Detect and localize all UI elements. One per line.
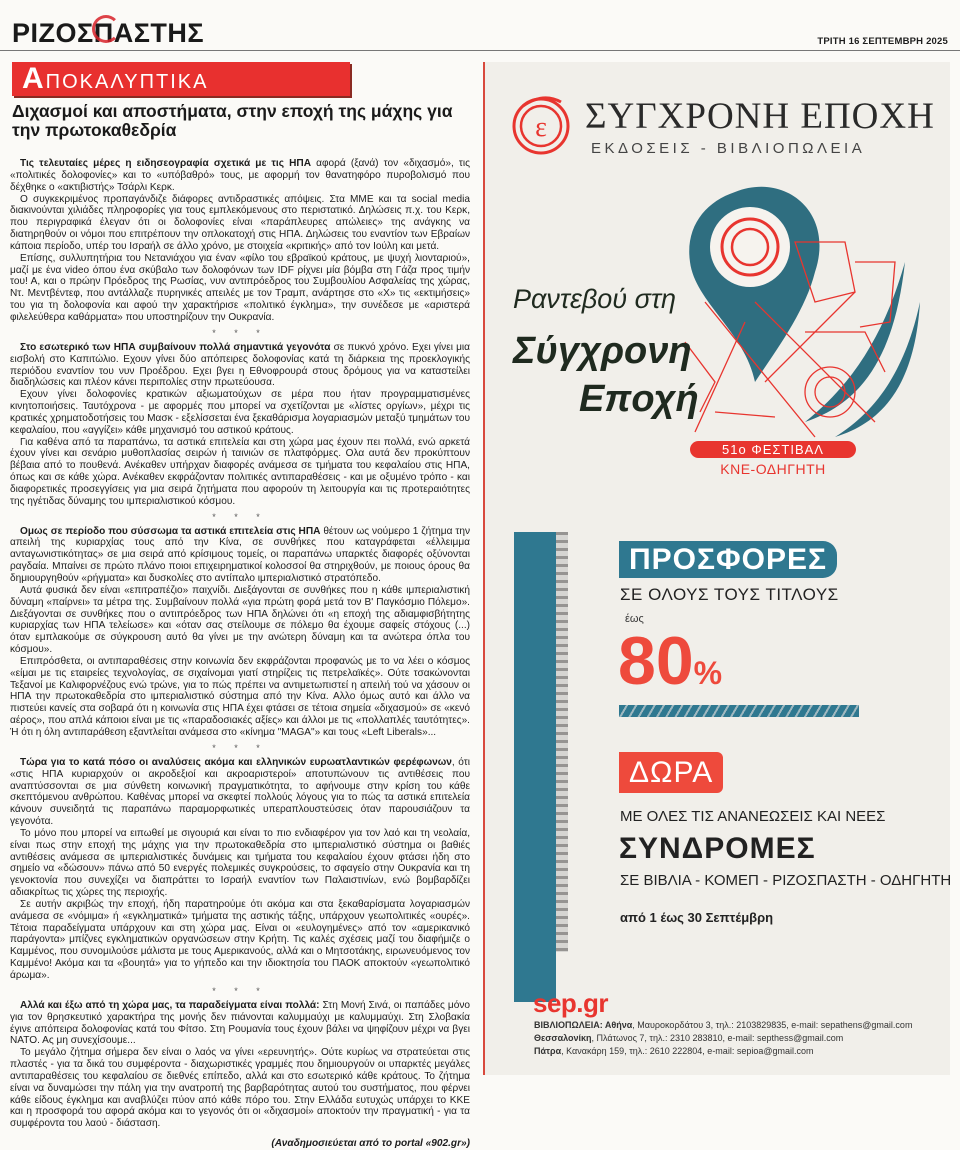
renewals-text: ΜΕ ΟΛΕΣ ΤΙΣ ΑΝΑΝΕΩΣΕΙΣ ΚΑΙ ΝΕΕΣ [620,808,886,825]
article-paragraph [10,828,470,899]
subscriptions-text: ΣΥΝΔΡΟΜΕΣ [619,832,816,865]
paragraph-text: Το μόνο που μπορεί να ειπωθεί με σιγουριά και είναι το πιο ενδιαφέρον για τον λαό και τη νεολαία, είναι πως στην εποχή της μάχης για την πρωτοκαθεδρία στο ιμπεριαλιστικό σύστημα οι βαθιές αντιθέσεις ανάμεσα σε ιμπεριαλιστικές δυνάμεις και τμήματα του κεφαλαίου έχουν φτάσει ήδη στο σημείο να «δώσουν» πάνω από 50 ενεργές πολεμικές συγκρούσεις, το σφαγείο στην Ουκρανία και τη γενοκτονία που συνεχίζει να διαπράττει το Ισραήλ εναντίον των Παλαιστινίων, ενώ βομβαρδίζει αδιακρίτως τις χώρες της περιοχής. [10,827,470,899]
paragraph-text: Εχουν γίνει δολοφονίες κρατικών αξιωματούχων σε μέρα που ήταν προγραμματισμένες κινητοποιήσεις. Ταυτόχρονα - με αφορμές που μπορεί να σχετίζονται με «λίστες οργίων», μέχρι τις κρατικές χρηματοδοτήσεις του Μασκ - εξελίσσεται ένα ξεκαθάρισμα λογαριασμών μεταξύ τμημάτων του κεφαλαίου, που «αγγίζει» κάθε μηχανισμό του αστικού κράτους. [10,389,470,436]
header-divider [0,50,960,51]
section-title: ΠΟΚΑΛΥΠΤΙΚΑ [45,71,209,93]
article-source: (Αναδημοσιεύεται από το portal «902.gr») [271,1138,470,1150]
offers-label: ΠΡΟΣΦΟΡΕΣ [619,541,837,578]
section-banner [12,62,350,96]
discount-number: 80 [618,623,694,699]
discount-unit: % [693,655,723,691]
gifts-label: ΔΩΡΑ [619,752,723,793]
contact-thessaloniki [534,1033,843,1043]
festival-subtitle: ΚΝΕ-ΟΔΗΓΗΤΗ [720,461,826,477]
article-paragraph [10,194,470,253]
paragraph-lead: Αλλά και έξω από τη χώρα μας, τα παραδείγματα είναι πολλά: [20,999,320,1011]
article-paragraph [10,899,470,982]
article-paragraph [10,656,470,739]
contact-details: , Κανακάρη 159, τηλ.: 2610 222804, e-mail: sepioa@gmail.com [561,1046,814,1056]
paragraph-text: Το μεγάλο ζήτημα σήμερα δεν είναι ο λαός να γίνει «ερευνητής». Ούτε κυρίως να στρατεύεται στις πλαστές - για τα δικά του συμφέροντα - διαχωριστικές γραμμές που δημιουργούν οι υπαρκτές μεγάλες αντιπαραθέσεις του κεφαλαίου σε διεθνές επίπεδο, αλλά και στο εσωτερικό κάθε κράτους. Το ζήτημα είναι να δυναμώσει την πάλη για την ανατροπή της βαρβαρότητας αυτού του συστήματος, που φέρνει κάθε είδους έγκλημα και αναβλύζει πύον από κάθε πόρο του. Στην Ελλάδα ευτυχώς υπάρχει το ΚΚΕ και η προσφορά του αφορά ακόμα και το γεγονός ότι οι «διχασμοί» αποκτούν την πραγματική - για τα συμφέροντα του λαού - διάσταση. [10,1047,470,1130]
paragraph-lead: Τώρα για το κατά πόσο οι αναλύσεις ακόμα και ελληνικών ευρωατλαντικών φερέφωνων [20,756,452,768]
paragraph-lead: Τις τελευταίες μέρες η ειδησεογραφία σχετικά με τις ΗΠΑ [20,158,311,169]
paragraph-text: Επίσης, συλλυπητήρια του Νετανιάχου για έναν «φίλο του εβραϊκού κράτους, με ψυχή λιονταριού», μαζί με ένα video όπου ένα σκύβαλο των δολοφόνων των IDF ρίχνει μία βόμβα στη Γάζα προς τιμήν του! Α, και ο πρώην Πρόεδρος της Ρωσίας, νυν αντιπρόεδρος του Συμβουλίου Ασφαλείας της χώρας, Ντ. Μεντβέντεφ, που αντάλλαζε πυρηνικές απειλές με τον Τραμπ, ανάρτησε στο «Χ» τις «εκτιμήσεις» του για τη δολοφονία και αφού την χαρακτήρισε «πολιτικό έγκλημα», την συνέδεσε με «αριστερά φιλελεύθερα καθάρματα» που υποστηρίζουν την Ουκρανία. [10,252,470,323]
contact-patra [534,1046,813,1056]
article-paragraph [10,389,470,436]
article-headline: Διχασμοί και αποστήματα, στην εποχή της μάχης για την πρωτοκαθεδρία [12,101,453,140]
decorative-bar [514,532,556,1002]
discount-value [618,622,722,700]
logo-letter: ε [535,112,547,143]
paragraph-text: , ότι «στις ΗΠΑ κυριαρχούν οι ακροδεξιοί και ακροαριστεροί» αποτυπώνουν τις αντιθέσεις που αναπτύσσονται σε μια σύνθετη κοινωνική πραγματικότητα, το αφήνουμε στην κρίση του κάθε σκεπτόμενου ανθρώπου. Καθένας μπορεί να σκεφτεί πολλούς λόγους για το πώς τα αστικά επιτελεία κάνουν συνειδητά τις παραπάνω παραμορφωτικές υπεραπλουστεύσεις όταν παρουσιάζουν τα γεγονότα. [10,756,470,828]
paragraph-text: Για καθένα από τα παραπάνω, τα αστικά επιτελεία και στη χώρα μας έχουν πει πολλά, ενώ αρκετά έχουν γίνει και σενάριο μυθοπλασίας σειρών ή ταινιών σε πλατφόρμες. Ολα αυτά δεν προκύπτουν βέβαια από το πουθενά. Ανέκαθεν υπήρχαν διαφορές ανάμεσα σε τμήματα του κεφαλαίου στις ΗΠΑ, όπως και σε κάθε χώρα. Ανέκαθεν εκφράζονταν πολιτικές αντιπαραθέσεις - και με οξυμένο τρόπο - και διαφορετικές προσεγγίσεις για μια σειρά ζητήματα που αφορούν τη λειτουργία και τις προτεραιότητες της ηγέτιδας δύναμης του ιμπεριαλιστικού κόσμου. [10,436,470,507]
festival-badge: 51ο ΦΕΣΤΙΒΑΛ [690,441,856,458]
article-paragraph [10,526,470,585]
decorative-bar-texture [556,532,568,952]
offers-scope: ΣΕ ΟΛΟΥΣ ΤΟΥΣ ΤΙΤΛΟΥΣ [620,585,839,604]
masthead-logo-letter: Π [93,18,114,48]
publisher-name: ΣΥΓΧΡΟΝΗ ΕΠΟΧΗ [585,96,935,137]
section-separator: * * * [212,985,268,996]
masthead-part: ΑΣΤΗΣ [113,18,205,48]
paragraph-text: Επιπρόσθετα, οι αντιπαραθέσεις στην κοινωνία δεν εκφράζονται προφανώς με το να λέει ο κόσμος «είμαι με τις εταιρείες τεχνολογίας, σε σιχαίνομαι γιατί στηρίζεις τις πετρελαϊκές». Ούτε τσακώνονται Τεξανοί με Καλιφορνέζους ενώ τρώνε, για το πώς πρέπει να αντιμετωπιστεί η απειλή τού να χάσουν οι ΗΠΑ την πρωτοκαθεδρία στο ιμπεριαλιστικό σύστημα από την Κίνα. Αλλο όμως αυτό και άλλο να πιστεύει κανείς στα σοβαρά ότι η κοινωνία στις ΗΠΑ έχει φτάσει σε τέτοια σημεία «διχασμού» σε «κενό αέρος», που απλά κάποιοι είναι με τις «παραδοσιακές αξίες» και άλλοι με τις «πολλαπλές ταυτότητες». Ή ότι η όλη αντιπαράθεση εξαντλείται ανάμεσα στο «κίνημα "MAGA"» και τους «Left Liberals»... [10,655,470,738]
article-paragraph [10,757,470,828]
paragraph-lead: Στο εσωτερικό των ΗΠΑ συμβαίνουν πολλά σημαντικά γεγονότα [20,341,331,353]
rendezvous-line-3: Εποχή [579,378,699,420]
contact-label: Πάτρα [534,1046,562,1056]
contact-details: , Μαυροκορδάτου 3, τηλ.: 2103829835, e-mail: sepathens@gmail.com [632,1020,913,1030]
section-first-letter: Α [22,62,46,95]
paragraph-text: θέτουν ως νούμερο 1 ζήτημα την απειλή της κυριαρχίας τους από την Κίνα, σε συνθήκες που καταγράφεται «έλλειμμα ανταγωνιστικότητας» σε μια σειρά από κρίσιμους τομείς, οι παραπάνω υπαρκτές διαφορές οξύνονται ραγδαία. Μπαίνει σε πρώτο πλάνο ποιοι επιχειρηματικοί κολοσσοί θα στηριχθούν, με ποιους όρους θα δημιουργηθούν «ρήγματα» και δυσκολίες στο αντίπαλο ιμπεριαλιστικό στρατόπεδο. [10,525,470,584]
festival-map-pin-icon [655,182,945,472]
decorative-stripe [619,705,859,717]
contact-details: , Πλάτωνος 7, τηλ.: 2310 283810, e-mail: septhess@gmail.com [591,1033,844,1043]
article-paragraph [10,585,470,656]
offer-period: από 1 έως 30 Σεπτέμβρη [620,910,774,925]
issue-date: ΤΡΙΤΗ 16 ΣΕΠΤΕΜΒΡΗ 2025 [817,36,948,47]
section-separator: * * * [212,511,268,522]
contact-label: ΒΙΒΛΙΟΠΩΛΕΙΑ: Αθήνα [534,1020,633,1030]
contact-label: Θεσσαλονίκη [534,1033,592,1043]
article-paragraph [10,1000,470,1047]
publisher-logo-icon [509,92,573,156]
advertisement [483,62,950,1075]
paragraph-text: Σε αυτήν ακριβώς την εποχή, ήδη παρατηρούμε ότι ακόμα και στα ξεκαθαρίσματα λογαριασμών ανάμεσα σε «νόμιμα» ή «εγκληματικά» τμήματα της αστικής τάξης, υπάρχουν γεωπολιτικές «ουρές». Τέτοια παραδείγματα υπάρχουν και στη χώρα μας. Είναι οι «ευλογημένες» από τον «αμερικανικό παράγοντα» μπίζνες εγκληματικών οργανώσεων στην Κρήτη. Τις καλές σχέσεις μαζί του διαφήμιζε ο Καμμένος, που συνομιλούσε μάλιστα με τους Αμερικανούς, αλλά και ο Μητσοτάκης, ειρωνευόμενος τον Καμμένο! Ακόμα και τα «βουητά» για το γήπεδο και την ιδιοκτησία του ΠΑΟΚ αποκτούν «γεωπολιτικό άρωμα». [10,898,470,981]
publisher-subtitle: ΕΚΔΟΣΕΙΣ - ΒΙΒΛΙΟΠΩΛΕΙΑ [591,140,866,157]
section-separator: * * * [212,327,268,338]
paragraph-text: Ο συγκεκριμένος προπαγάνδιζε διάφορες αντιδραστικές απόψεις. Στα ΜΜΕ και τα social media διακινούνται χιλιάδες πληροφορίες για τους εμπλεκόμενους στο περιστατικό. Δηλώσεις π.χ. του Κερκ, που περιγραφικά έλεγαν ότι οι δολοφονίες είναι «παράπλευρες απώλειες» της ανάγκης να διατηρηθούν οι νόμοι που επιτρέπουν την οπλοκατοχή στις ΗΠΑ. Δηλώσεις του εναντίον των Εβραίων κάποια περίοδο, υπέρ του Ισραήλ σε άλλο χρόνο, με στοιχεία «κριτικής» από τον Ιούλη και μετά. [10,193,470,252]
paragraph-text: σε πυκνό χρόνο. Εχει γίνει μια εισβολή στο Καπιτώλιο. Εχουν γίνει δύο απόπειρες δολοφονίας κατά τη διάρκεια της προεκλογικής περιόδου εναντίον του νυν Προέδρου. Εχει βγει η Εθνοφρουρά στους δρόμους για να καταστείλει διαδηλώσεις και πλέον κάνει περιπολίες στην πρωτεύουσα. [10,341,470,389]
subscription-items: ΣΕ ΒΙΒΛΙΑ - ΚΟΜΕΠ - ΡΙΖΟΣΠΑΣΤΗ - ΟΔΗΓΗΤΗ [620,872,952,889]
up-to-label: έως [625,613,644,625]
paragraph-text: αφορά (ξανά) τον «διχασμό», τις «πολιτικές δολοφονίες» και το «υπόβαθρό» τους, με αφορμή τον θανατηφόρο πυροβολισμό που δέχθηκε ο «ακτιβιστής» Τσάρλι Κερκ. [10,158,470,193]
newspaper-masthead [12,18,204,49]
rendezvous-line-1: Ραντεβού στη [513,284,677,314]
article-paragraph [10,437,470,508]
paragraph-text: Αυτά φυσικά δεν είναι «επιτραπέζιο» παιχνίδι. Διεξάγονται σε συνθήκες που η κάθε ιμπεριαλιστική δύναμη «παίρνει» τα μέτρα της. Συμβαίνουν πολλά «για πρώτη φορά μετά τον Β' Παγκόσμιο Πόλεμο». Διεξάγονται σε συνθήκες που ο αντιπρόεδρος των ΗΠΑ δηλώνει ότι «η εποχή της αδιαμφισβήτητης κυριαρχίας των ΗΠΑ τελείωσε» και «όταν σας στείλουμε σε πόλεμο θα έχουμε σαφείς στόχους (...) όταν εμπλακούμε σε σύγκρουση αυτό θα γίνει με την ανώτερη δύναμη και τα ανώτερα όπλα του κόσμου». [10,584,470,656]
section-separator: * * * [212,742,268,753]
website-link[interactable]: sep.gr [533,988,609,1018]
article-body [10,158,470,1150]
rendezvous-line-2: Σύγχρονη [513,330,692,372]
masthead-part: ΡΙΖΟΣ [12,18,94,48]
paragraph-text: Στη Μονή Σινά, οι παπάδες μόνο για τον θρησκευτικό χαρακτήρα της μονής δεν πιάνονται καλυμμαύχι με καλυμμαύχι. Στη Σλοβακία έγινε απόπειρα δολοφονίας κατά του Φίτσο. Στη Ρουμανία τους έχουν βάλει να ψηφίζουν μέχρι να βγει ΝΑΤΟ. Ας μη συνεχίσουμε... [10,999,470,1047]
article-paragraph [10,342,470,389]
contact-athens [534,1020,912,1030]
article-paragraph [10,1047,470,1130]
article-paragraph [10,158,470,194]
paragraph-lead: Ομως σε περίοδο που σύσσωμα τα αστικά επιτελεία στις ΗΠΑ [20,525,321,537]
article-paragraph [10,253,470,324]
